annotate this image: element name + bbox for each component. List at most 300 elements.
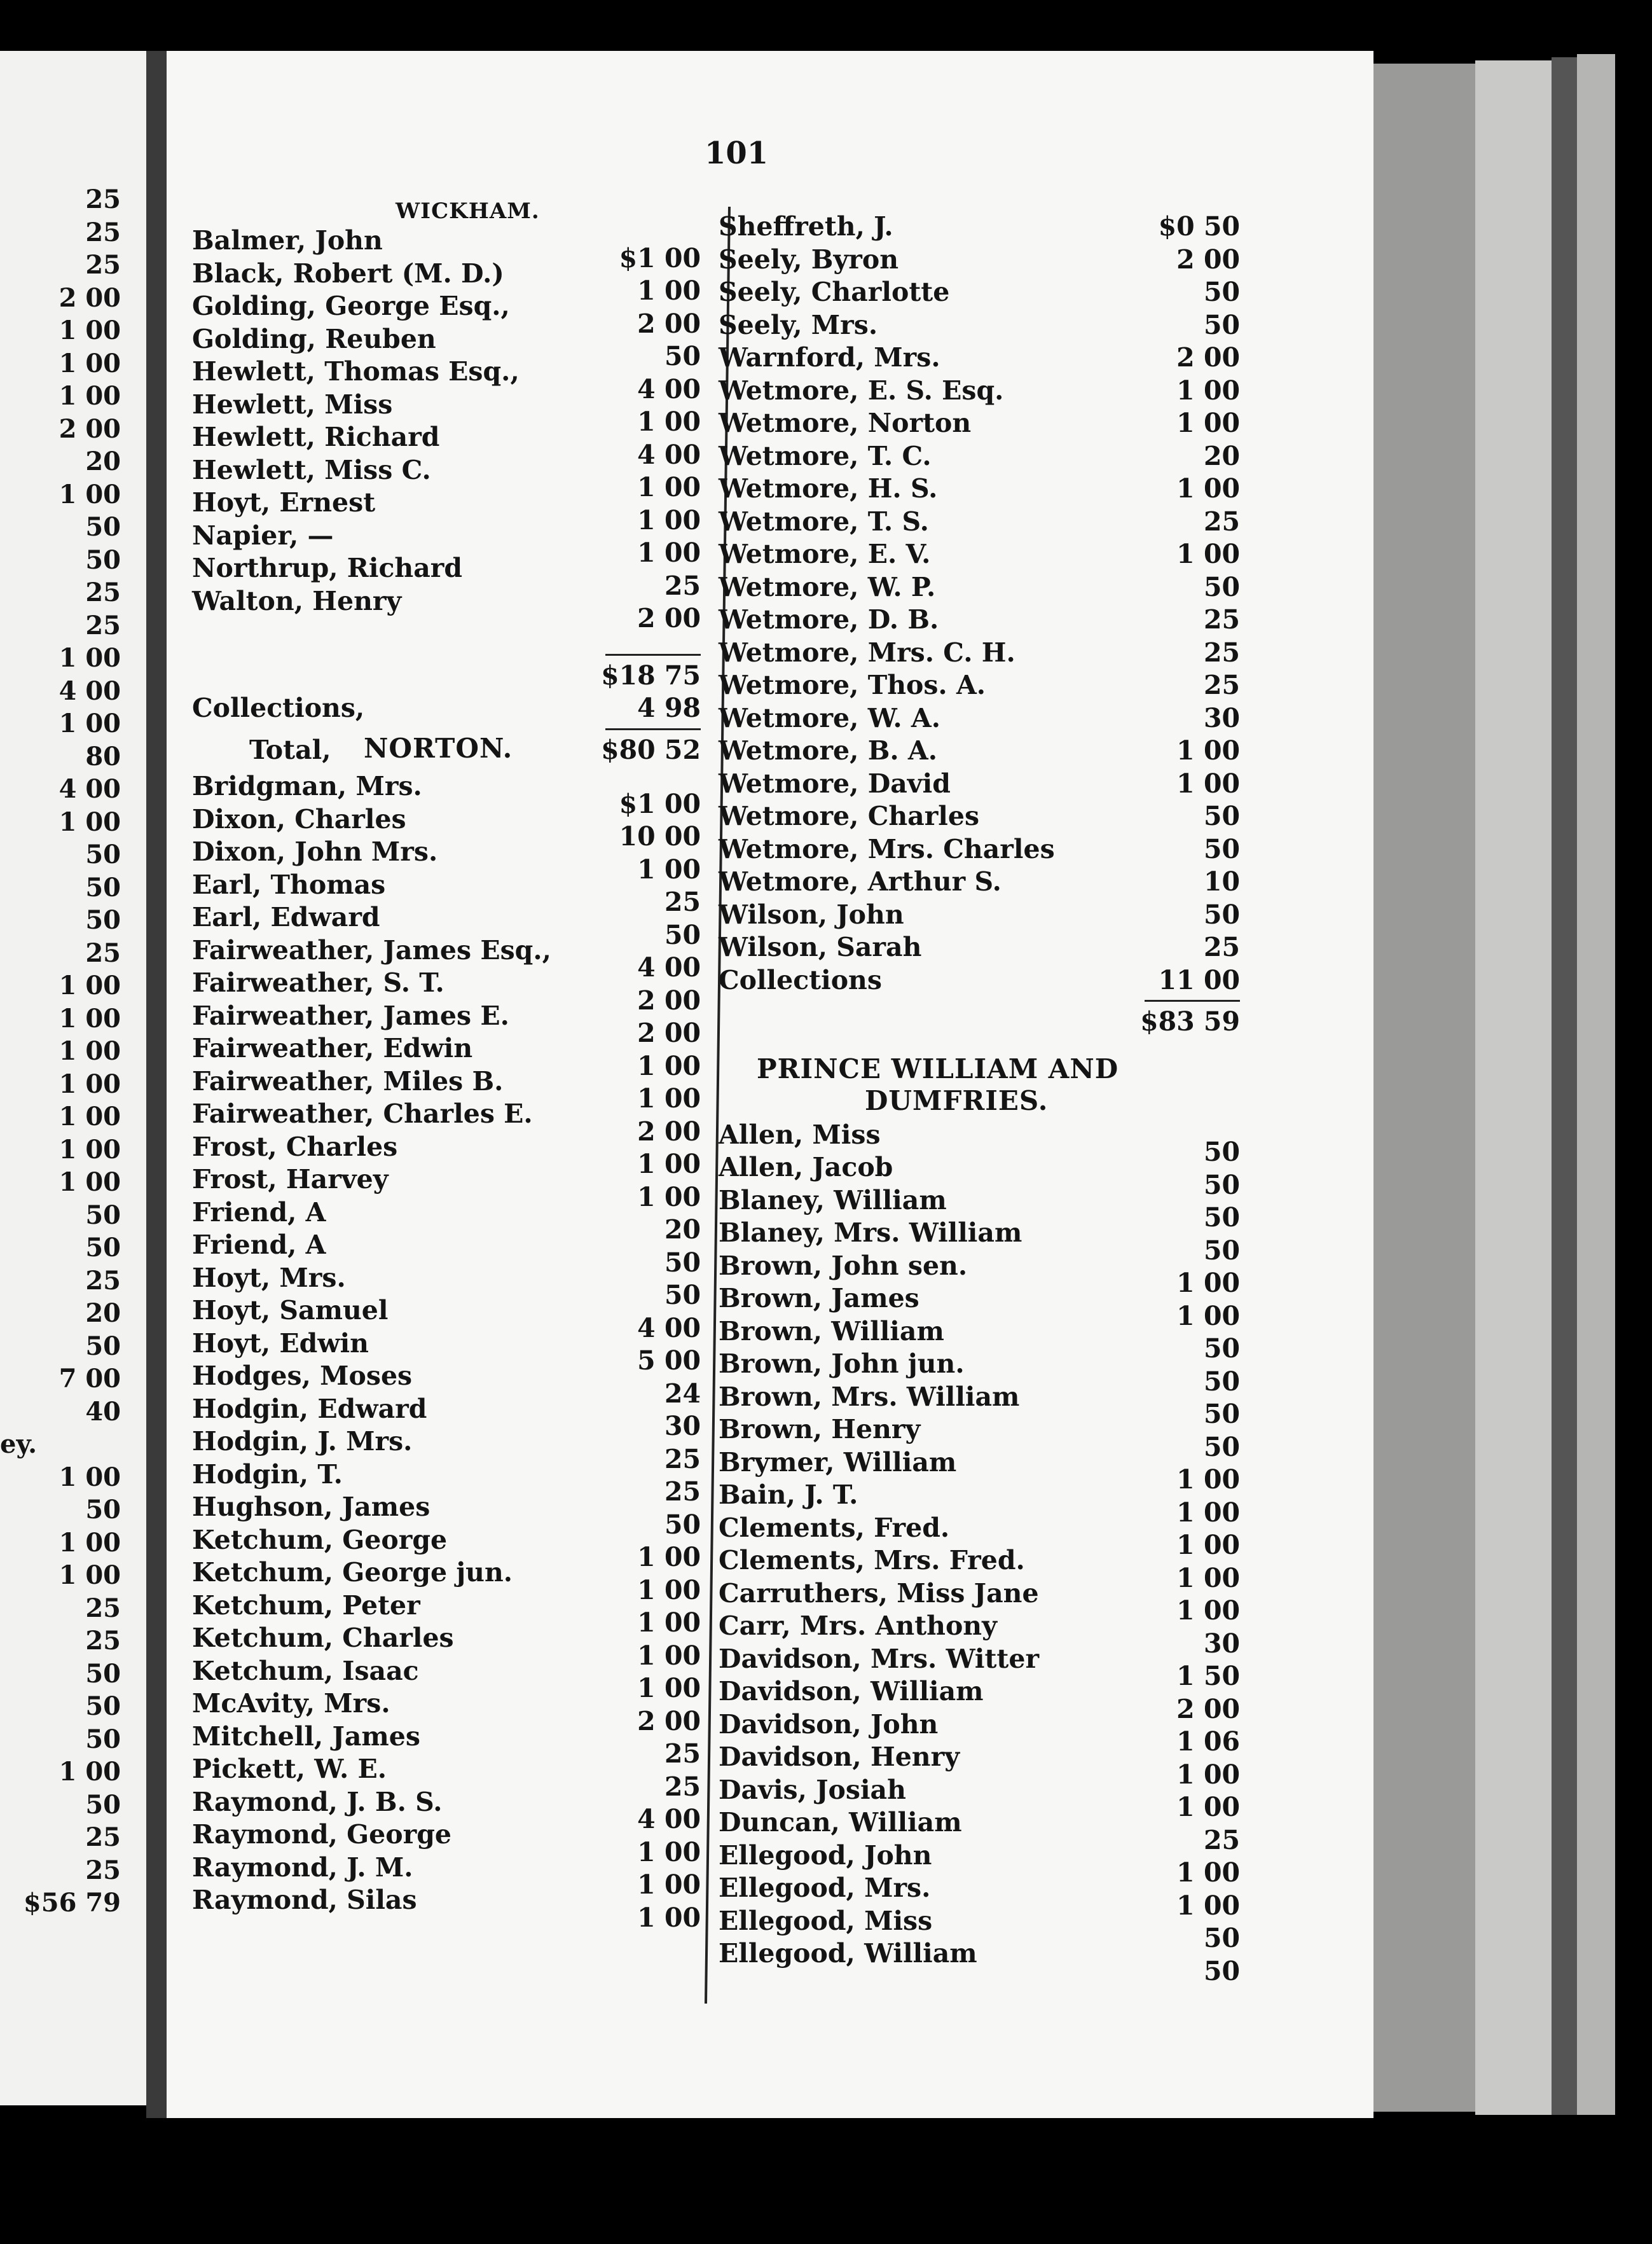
norton-amount: 2 00	[637, 1116, 701, 1147]
norton-row	[192, 952, 701, 999]
prince-william-name: Allen, Miss	[719, 1119, 881, 1150]
prince-william-row	[719, 1923, 1240, 1970]
prince-william-amount: 1 00	[1176, 1792, 1240, 1822]
fragment-row	[0, 1658, 121, 1691]
norton-amount: 4 00	[637, 952, 701, 983]
fragment-amount: 7 00	[59, 1364, 121, 1394]
prince-william-name: Davidson, Henry	[719, 1742, 960, 1772]
subscriber-amount: 1 00	[1176, 539, 1240, 569]
subscriber-amount: 50	[1203, 309, 1240, 340]
norton-name: Hodgin, J. Mrs.	[192, 1426, 413, 1457]
norton-name: Raymond, J. M.	[192, 1852, 413, 1883]
subscriber-name: Wetmore, D. B.	[719, 604, 939, 635]
fragment-amount: 1 00	[59, 348, 121, 378]
subscriber-name: Wilson, John	[719, 899, 904, 930]
fragment-row	[0, 1264, 121, 1298]
subscriber-row	[719, 898, 1240, 931]
prince-william-row	[719, 1202, 1240, 1249]
wickham-amount: 1 00	[637, 406, 701, 437]
fragment-amount: 1 00	[59, 1102, 121, 1132]
fragment-row	[0, 413, 121, 446]
norton-name: Ketchum, George jun.	[192, 1557, 513, 1588]
subscriber-amount: 30	[1203, 702, 1240, 733]
fragment-amount: 1 00	[59, 1757, 121, 1787]
fragment-amount: 25	[85, 578, 121, 607]
fragment-row	[0, 1756, 121, 1789]
subscriber-name: Sheffreth, J.	[719, 211, 893, 242]
prince-william-name: Davidson, John	[719, 1708, 939, 1740]
prince-william-row	[719, 1366, 1240, 1413]
norton-amount: 2 00	[637, 1018, 701, 1048]
norton-name: Dixon, John Mrs.	[192, 836, 438, 867]
subscriber-name: Wetmore, T. S.	[719, 506, 929, 537]
subscriber-amount: 10	[1203, 866, 1240, 897]
norton-name: Earl, Edward	[192, 902, 380, 932]
fragment-amount: 4 00	[59, 774, 121, 804]
norton-row	[192, 985, 701, 1032]
norton-row	[192, 1411, 701, 1458]
fragment-row	[0, 707, 121, 740]
prince-william-row	[719, 1118, 1240, 1151]
prince-william-amount: 50	[1203, 1333, 1240, 1364]
wickham-row	[192, 373, 701, 421]
fragment-row	[0, 609, 121, 642]
subscriber-name: Wetmore, B. A.	[719, 735, 937, 766]
wickham-amount: $1 00	[619, 242, 701, 274]
prince-william-amount: 1 50	[1176, 1661, 1240, 1691]
norton-name: Raymond, George	[192, 1819, 451, 1850]
norton-name: Hoyt, Mrs.	[192, 1262, 346, 1293]
fragment-amount: 1 00	[59, 1069, 121, 1099]
prince-william-amount: 50	[1203, 1955, 1240, 1986]
prince-william-row	[719, 1628, 1240, 1675]
prince-william-row	[719, 1169, 1240, 1217]
subscriber-name: Wetmore, E. S. Esq.	[719, 375, 1004, 406]
wickham-name: Golding, George Esq.,	[192, 291, 510, 321]
norton-row	[192, 1116, 701, 1163]
subscriber-amount: 11 00	[1158, 964, 1240, 995]
prince-william-name: Brown, Mrs. William	[719, 1381, 1020, 1412]
wickham-amount: 4 00	[637, 373, 701, 405]
norton-row	[192, 1443, 701, 1491]
prince-william-amount: 50	[1203, 1235, 1240, 1266]
norton-row	[192, 1902, 701, 1950]
norton-amount: 1 00	[637, 854, 701, 885]
prince-william-amount: 1 00	[1176, 1890, 1240, 1921]
norton-amount: 2 00	[637, 985, 701, 1016]
norton-row	[192, 1018, 701, 1065]
subscriber-row	[719, 767, 1240, 800]
norton-row	[192, 1345, 701, 1392]
fragment-row	[0, 380, 121, 413]
norton-name: Earl, Thomas	[192, 869, 386, 900]
subscriber-name: Wetmore, Mrs. Charles	[719, 833, 1055, 864]
subscriber-row	[719, 210, 1240, 243]
prince-william-amount: 25	[1203, 1824, 1240, 1855]
wickham-name: Hoyt, Ernest	[192, 487, 376, 518]
wickham-row	[192, 242, 701, 290]
norton-row	[192, 1869, 701, 1916]
subscriber-amount: 1 00	[1176, 735, 1240, 766]
fragment-amount: 1 00	[59, 479, 121, 509]
norton-row	[192, 1673, 701, 1720]
fragment-amount: 50	[85, 512, 121, 542]
subscriber-name: Wetmore, Thos. A.	[719, 670, 986, 700]
fragment-row	[0, 871, 121, 904]
norton-name: Hoyt, Edwin	[192, 1327, 369, 1359]
fragment-row	[0, 1592, 121, 1625]
prince-william-amount: 30	[1203, 1628, 1240, 1659]
fragment-amount: 1 00	[59, 1167, 121, 1197]
prince-william-name: Davidson, William	[719, 1676, 984, 1707]
fragment-amount: 1 00	[59, 1003, 121, 1034]
prince-william-name: Brown, John sen.	[719, 1250, 968, 1281]
prince-william-amount: 1 00	[1176, 1497, 1240, 1528]
wickham-name: Black, Robert (M. D.)	[192, 258, 504, 289]
fragment-amount: 20	[85, 1298, 121, 1328]
wickham-name: Hewlett, Thomas Esq.,	[192, 356, 520, 387]
subscriber-name: Wetmore, E. V.	[719, 539, 931, 569]
norton-name: Bridgman, Mrs.	[192, 771, 422, 801]
norton-amount: 1 00	[637, 1083, 701, 1114]
norton-amount: 50	[664, 1280, 701, 1310]
prince-william-name: Allen, Jacob	[719, 1152, 893, 1182]
wickham-name: Northrup, Richard	[192, 553, 463, 583]
prince-william-row	[719, 1137, 1240, 1184]
norton-name: Hodges, Moses	[192, 1361, 413, 1391]
subscriber-amount: 50	[1203, 571, 1240, 602]
fragment-amount: 25	[85, 1855, 121, 1885]
norton-amount: $1 00	[619, 788, 701, 819]
fragment-amount: 50	[85, 1724, 121, 1754]
prince-william-name: Ellegood, William	[719, 1938, 977, 1969]
prince-william-name: Blaney, Mrs. William	[719, 1217, 1022, 1248]
norton-row	[192, 821, 701, 868]
norton-row	[192, 1771, 701, 1818]
norton-amount: 50	[664, 1509, 701, 1540]
fragment-amount: 25	[85, 250, 121, 280]
subscriber-row	[719, 800, 1240, 833]
fragment-row	[0, 1068, 121, 1101]
prince-william-row	[719, 1857, 1240, 1904]
wickham-collections-row: Collections, 4 98	[192, 693, 701, 723]
prince-william-amount: 50	[1203, 1923, 1240, 1953]
subscriber-row	[719, 472, 1240, 505]
norton-row	[192, 887, 701, 934]
norton-amount: 5 00	[637, 1345, 701, 1376]
subscriber-name: Wilson, Sarah	[719, 932, 922, 962]
wickham-amount: 25	[664, 570, 701, 601]
subscriber-row	[719, 341, 1240, 374]
subscriber-row	[719, 537, 1240, 571]
subscriber-row	[719, 833, 1240, 866]
wickham-subtotal-row: $18 75	[601, 660, 701, 691]
norton-name: Raymond, Silas	[192, 1885, 417, 1915]
prince-william-name: Brown, James	[719, 1283, 919, 1313]
prince-william-amount: 1 00	[1176, 1530, 1240, 1560]
fragment-amount: 20	[85, 447, 121, 476]
subscriber-row	[719, 865, 1240, 898]
norton-amount: 25	[664, 1738, 701, 1769]
prince-william-name: Brown, William	[719, 1315, 944, 1347]
wickham-row	[192, 472, 701, 519]
prince-william-row	[719, 1890, 1240, 1937]
fragment-amount: 25	[85, 1626, 121, 1656]
norton-name: Fairweather, Charles E.	[192, 1098, 533, 1129]
page-number: 101	[705, 135, 769, 171]
prince-william-amount: 50	[1203, 1431, 1240, 1462]
norton-row	[192, 1804, 701, 1851]
fragment-amount: 50	[85, 544, 121, 575]
subscriber-amount: 2 00	[1176, 342, 1240, 373]
prince-william-name: Brown, Henry	[719, 1414, 921, 1444]
norton-amount: 1 00	[637, 1574, 701, 1605]
prince-william-row	[719, 1431, 1240, 1479]
fragment-amount: 1 00	[59, 1527, 121, 1558]
norton-name: McAvity, Mrs.	[192, 1688, 390, 1719]
fragment-row	[0, 937, 121, 970]
norton-row	[192, 854, 701, 901]
wickham-list	[192, 224, 701, 650]
prince-william-row	[719, 1300, 1240, 1348]
norton-row	[192, 919, 701, 967]
fragment-row	[0, 282, 121, 315]
fragment-row	[0, 1493, 121, 1527]
prince-william-row	[719, 1399, 1240, 1446]
fragment-row	[0, 183, 121, 216]
prince-william-amount: 1 00	[1176, 1857, 1240, 1888]
norton-amount: 1 00	[637, 1607, 701, 1638]
norton-name: Ketchum, Charles	[192, 1623, 454, 1653]
fragment-row	[0, 1100, 121, 1133]
fragment-amount: 4 00	[59, 675, 121, 706]
wickham-row	[192, 406, 701, 454]
wickham-amount: 1 00	[637, 537, 701, 568]
fragment-amount: 50	[85, 1233, 121, 1263]
norton-name: Frost, Harvey	[192, 1164, 389, 1195]
prince-william-amount: 1 00	[1176, 1595, 1240, 1626]
fragment-amount: 1 00	[59, 971, 121, 1001]
fragment-amount: 50	[85, 1495, 121, 1525]
fragment-row	[0, 347, 121, 380]
wickham-row	[192, 537, 701, 585]
prince-william-amount: 50	[1203, 1366, 1240, 1397]
subscriber-row	[719, 440, 1240, 473]
subscriber-name: Warnford, Mrs.	[719, 342, 940, 373]
fragment-row	[0, 1428, 121, 1461]
norton-amount: 25	[664, 1476, 701, 1507]
prince-william-name: Blaney, William	[719, 1184, 947, 1216]
prince-william-name: Brown, John jun.	[719, 1348, 965, 1379]
prince-william-row	[719, 1464, 1240, 1511]
prince-william-row	[719, 1268, 1240, 1315]
fragment-row	[0, 1559, 121, 1592]
wickham-row	[192, 341, 701, 388]
right-column	[719, 210, 1240, 2002]
norton-row	[192, 1378, 701, 1425]
subscriber-amount: 25	[1203, 506, 1240, 537]
fragment-row	[0, 1199, 121, 1232]
fragment-row	[0, 773, 121, 806]
norton-row	[192, 1836, 701, 1884]
prince-william-row	[719, 1693, 1240, 1741]
fragment-amount: 1 00	[59, 709, 121, 738]
prince-william-amount: 50	[1203, 1399, 1240, 1429]
norton-row	[192, 1312, 701, 1360]
prince-william-row	[719, 1497, 1240, 1544]
norton-amount: 30	[664, 1411, 701, 1441]
fragment-row	[0, 1297, 121, 1330]
prince-william-amount: 1 00	[1176, 1268, 1240, 1298]
norton-amount: 1 00	[637, 1181, 701, 1212]
norton-amount: 1 00	[637, 1836, 701, 1867]
fragment-row	[0, 806, 121, 839]
subscriber-name: Seely, Byron	[719, 244, 899, 275]
wickham-row	[192, 504, 701, 552]
wickham-row	[192, 570, 701, 618]
norton-name: Fairweather, Miles B.	[192, 1065, 504, 1097]
norton-amount: 50	[664, 1247, 701, 1278]
norton-name: Pickett, W. E.	[192, 1754, 387, 1784]
fragment-row	[0, 740, 121, 773]
fragment-row	[0, 1624, 121, 1658]
norton-name: Friend, A	[192, 1196, 326, 1228]
subscriber-amount: 25	[1203, 670, 1240, 700]
norton-name: Raymond, J. B. S.	[192, 1786, 443, 1817]
fragment-row	[0, 969, 121, 1002]
subscriber-name: Wetmore, Norton	[719, 408, 972, 438]
norton-row	[192, 1214, 701, 1261]
left-column	[192, 198, 701, 1949]
prince-william-row	[719, 1955, 1240, 2003]
prince-william-name: Carr, Mrs. Anthony	[719, 1610, 997, 1641]
norton-amount: 25	[664, 887, 701, 917]
norton-name: Fairweather, James E.	[192, 1000, 509, 1031]
subscriber-amount: $0 50	[1158, 211, 1240, 242]
fragment-row	[0, 511, 121, 544]
norton-row	[192, 1083, 701, 1130]
norton-row	[192, 1476, 701, 1523]
fragment-row	[0, 1133, 121, 1167]
norton-row	[192, 1542, 701, 1589]
wickham-amount: 2 00	[637, 603, 701, 634]
prince-william-row	[719, 1235, 1240, 1282]
norton-amount: 25	[664, 1771, 701, 1802]
subscriber-name: Collections	[719, 964, 882, 995]
fragment-amount: 25	[85, 217, 121, 247]
subscriber-row	[719, 243, 1240, 276]
subscriber-row	[719, 374, 1240, 407]
prince-william-name: Bain, J. T.	[719, 1479, 858, 1510]
subscriber-row	[719, 603, 1240, 636]
norton-row	[192, 1607, 701, 1654]
prince-william-amount: 1 00	[1176, 1464, 1240, 1495]
fragment-amount: 2 00	[59, 413, 121, 444]
prince-william-amount: 1 00	[1176, 1562, 1240, 1593]
norton-name: Fairweather, James Esq.,	[192, 934, 551, 966]
right-list	[719, 210, 1240, 996]
fragment-row	[0, 1231, 121, 1264]
norton-name: Ketchum, Peter	[192, 1590, 420, 1621]
prince-william-row	[719, 1595, 1240, 1642]
norton-name: Ketchum, Isaac	[192, 1655, 419, 1686]
subscriber-amount: 25	[1203, 604, 1240, 635]
norton-amount: 1 00	[637, 1149, 701, 1179]
prince-william-name: Davidson, Mrs. Witter	[719, 1643, 1040, 1674]
norton-name: Ketchum, George	[192, 1524, 448, 1555]
fragment-amount: 1 00	[59, 1134, 121, 1165]
fragment-amount: 2 00	[59, 282, 121, 313]
subscriber-amount: 1 00	[1176, 768, 1240, 799]
subscriber-amount: 1 00	[1176, 408, 1240, 438]
fragment-row	[0, 642, 121, 675]
prince-william-amount: 50	[1203, 1137, 1240, 1167]
prince-william-row	[719, 1759, 1240, 1806]
fragment-row	[0, 904, 121, 937]
prince-william-row	[719, 1661, 1240, 1708]
norton-amount: 20	[664, 1214, 701, 1245]
norton-amount: 4 00	[637, 1804, 701, 1834]
prince-william-amount: 1 06	[1176, 1726, 1240, 1757]
prince-william-heading: PRINCE WILLIAM AND	[757, 1053, 1119, 1084]
subscriber-name: Wetmore, T. C.	[719, 440, 932, 471]
fragment-row	[0, 1887, 121, 1920]
norton-row	[192, 1280, 701, 1327]
norton-amount: 50	[664, 919, 701, 950]
norton-amount: 24	[664, 1378, 701, 1409]
subscriber-name: Wetmore, W. P.	[719, 571, 936, 602]
wickham-row	[192, 603, 701, 650]
fragment-row	[0, 838, 121, 871]
subscriber-row	[719, 275, 1240, 308]
fragment-amount: 25	[85, 184, 121, 214]
fragment-row	[0, 1789, 121, 1822]
norton-name: Hughson, James	[192, 1492, 430, 1522]
prince-william-name: Brymer, William	[719, 1446, 957, 1478]
prince-william-name: Clements, Fred.	[719, 1512, 950, 1543]
subscriber-name: Wetmore, Mrs. C. H.	[719, 637, 1015, 668]
prince-william-row	[719, 1824, 1240, 1872]
norton-heading: NORTON.	[364, 733, 513, 764]
prince-william-amount: 1 00	[1176, 1300, 1240, 1331]
norton-name: Hoyt, Samuel	[192, 1295, 389, 1326]
fragment-amount: 25	[85, 1822, 121, 1852]
fragment-row	[0, 1690, 121, 1723]
subscriber-row	[719, 702, 1240, 735]
wickham-heading: WICKHAM.	[396, 198, 540, 224]
fragment-amount: 50	[85, 905, 121, 935]
norton-amount: 2 00	[637, 1705, 701, 1736]
prince-william-amount: 50	[1203, 1169, 1240, 1200]
norton-amount: 1 00	[637, 1050, 701, 1081]
prince-william-amount: 50	[1203, 1202, 1240, 1233]
norton-amount: 1 00	[637, 1902, 701, 1933]
subscriber-name: Wetmore, Charles	[719, 801, 980, 831]
fragment-amount: 1 00	[59, 315, 121, 345]
fragment-amount: $56 79	[23, 1888, 121, 1918]
fragment-amount: 50	[85, 1658, 121, 1689]
subscriber-name: Seely, Charlotte	[719, 277, 950, 307]
norton-row	[192, 1149, 701, 1196]
norton-row	[192, 1705, 701, 1753]
fragment-amount: 1 00	[59, 807, 121, 837]
prince-william-row	[719, 1726, 1240, 1773]
wickham-name: Hewlett, Richard	[192, 422, 440, 452]
fragment-row	[0, 1723, 121, 1756]
fragment-row	[0, 216, 121, 249]
subscriber-amount: 20	[1203, 440, 1240, 471]
norton-name: Fairweather, S. T.	[192, 967, 444, 998]
